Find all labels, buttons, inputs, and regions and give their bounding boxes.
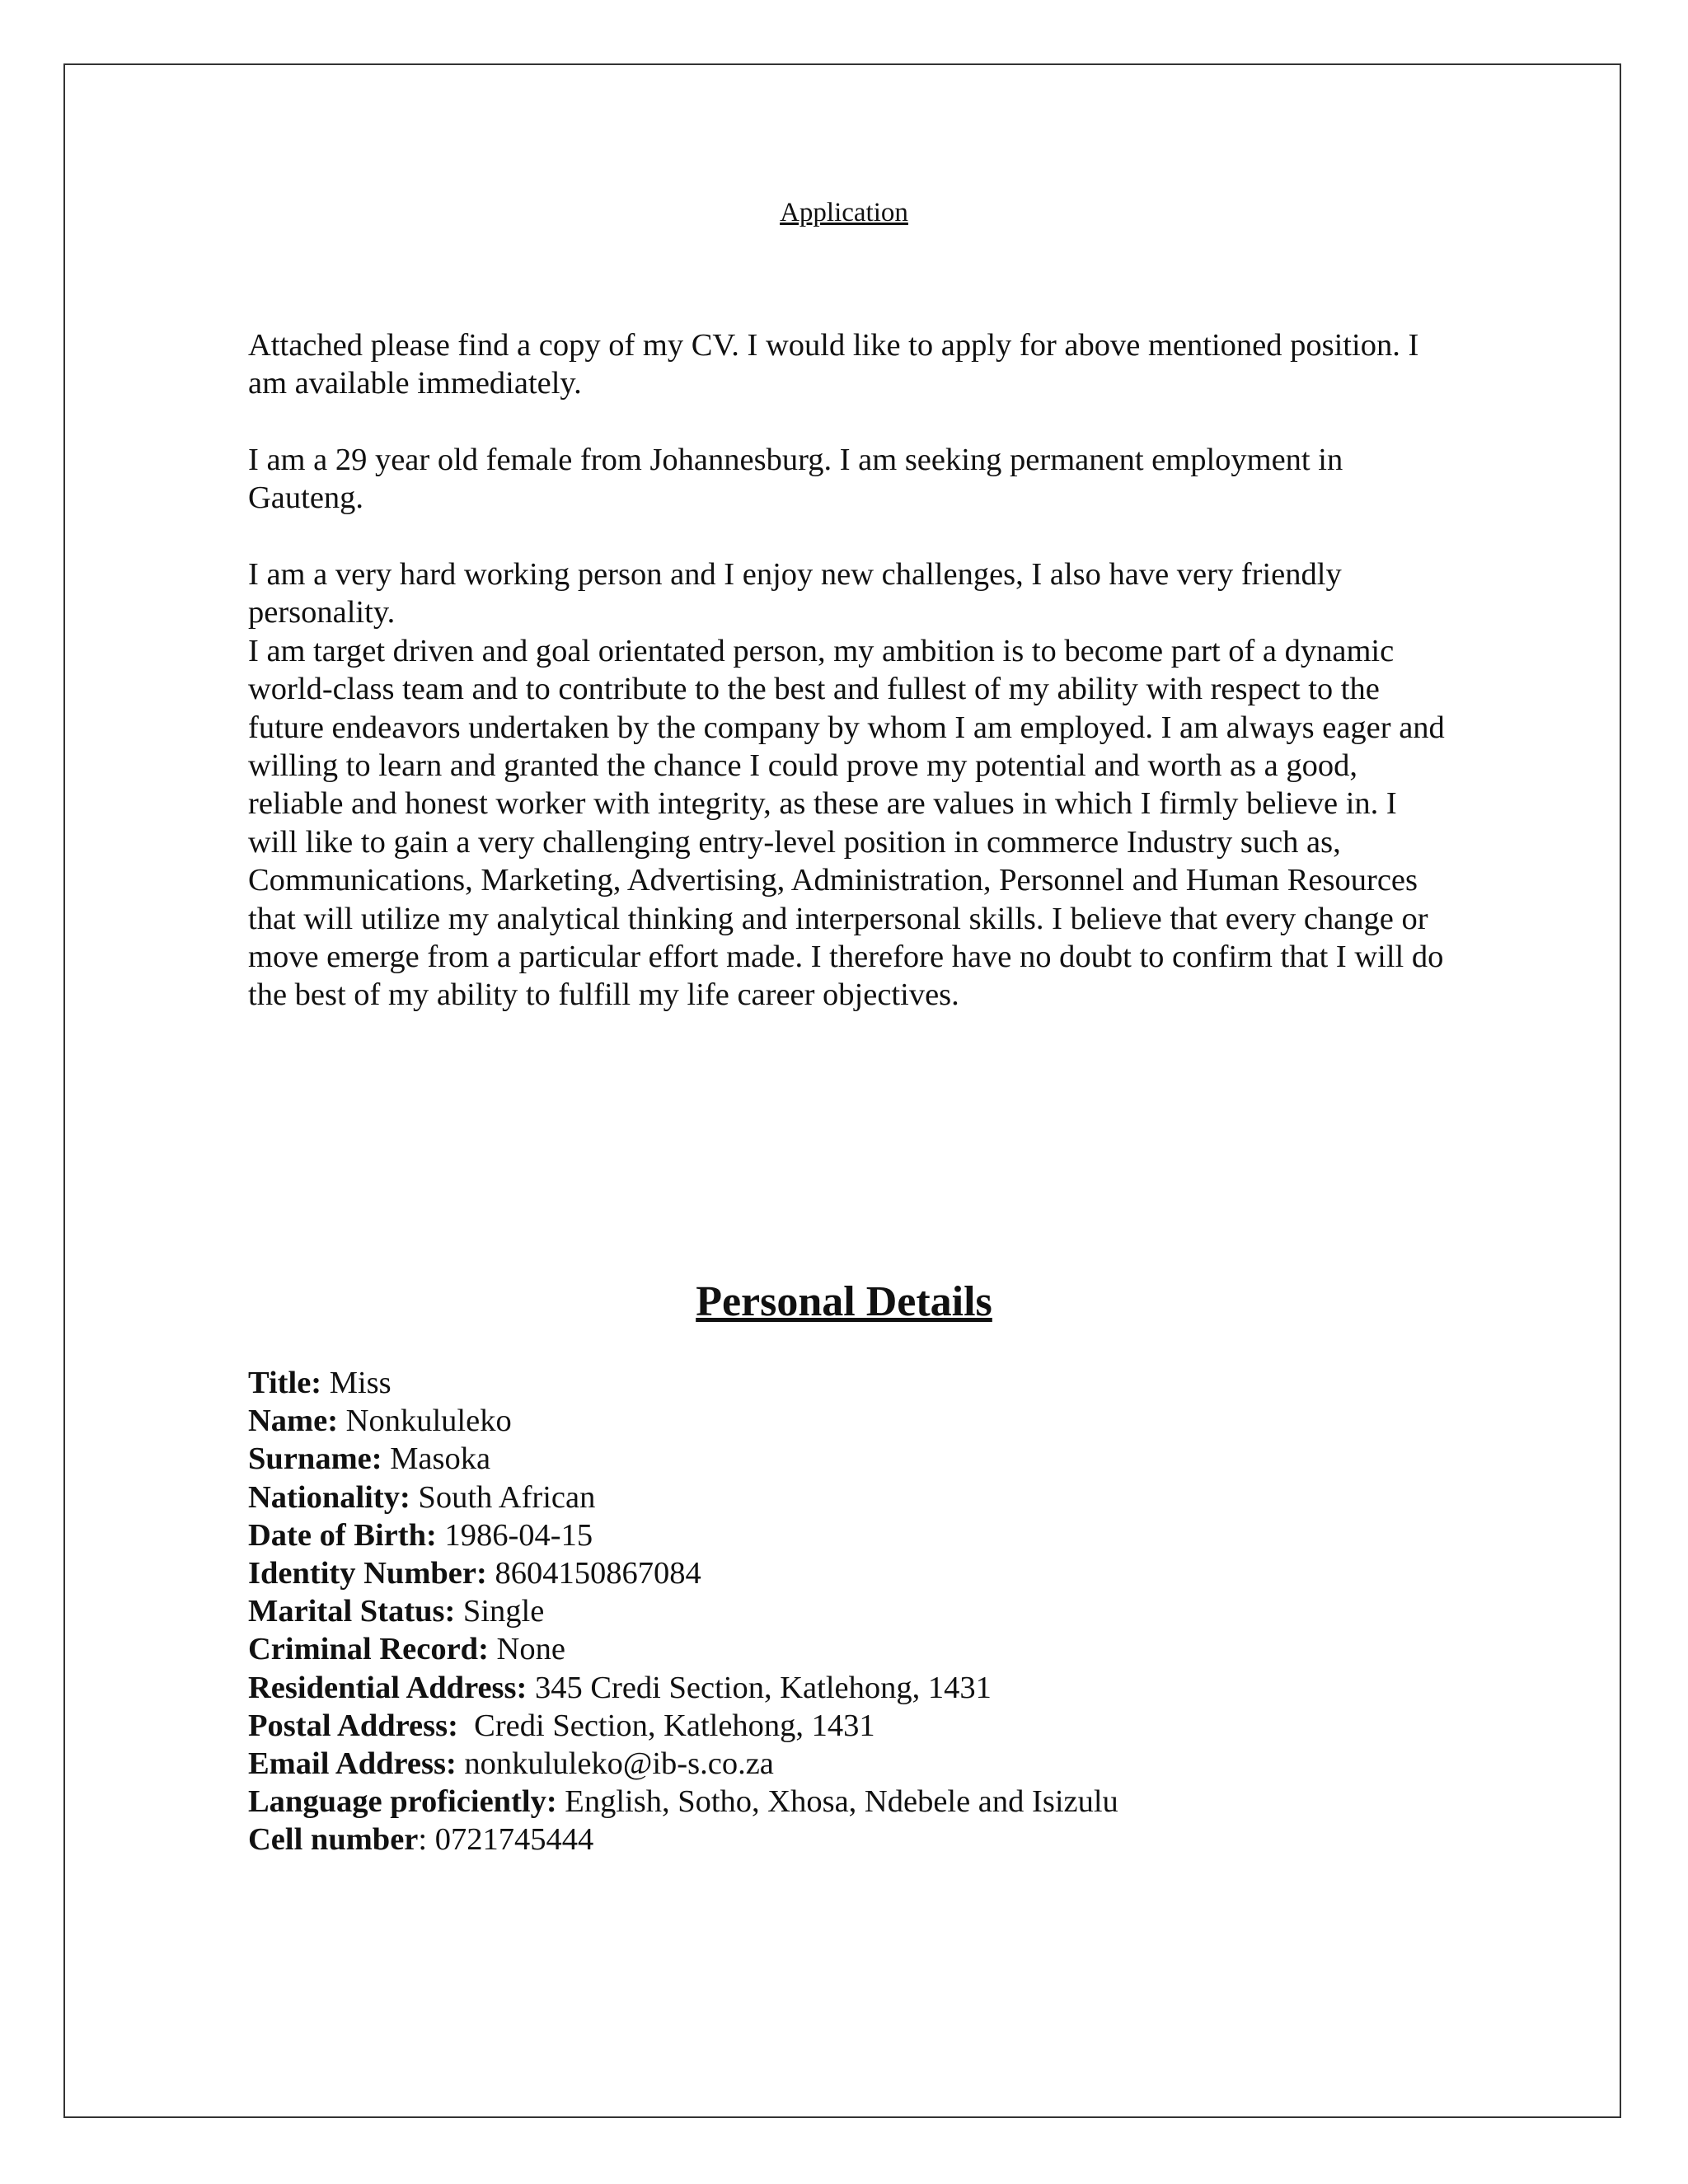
detail-value: 1986-04-15 xyxy=(436,1517,593,1553)
detail-title xyxy=(248,1364,1118,1402)
detail-label: Postal Address: xyxy=(248,1708,458,1743)
detail-date-of-birth xyxy=(248,1516,1118,1554)
detail-email-address xyxy=(248,1745,1118,1783)
detail-nationality xyxy=(248,1479,1118,1516)
detail-identity-number xyxy=(248,1554,1118,1592)
detail-value: English, Sotho, Xhosa, Ndebele and Isizulu xyxy=(556,1784,1118,1820)
detail-cell-number xyxy=(248,1821,1118,1858)
detail-label: Email Address: xyxy=(248,1746,457,1782)
detail-value: Nonkululeko xyxy=(338,1404,512,1439)
detail-value: 345 Credi Section, Katlehong, 1431 xyxy=(527,1670,992,1705)
detail-marital-status xyxy=(248,1592,1118,1630)
application-paragraph-availability: Attached please find a copy of my CV. I would like to apply for above mentioned position. I am available immediately. xyxy=(248,328,1419,401)
detail-label: Surname: xyxy=(248,1441,382,1477)
detail-value: Miss xyxy=(321,1366,392,1400)
detail-value: Single xyxy=(455,1594,545,1629)
detail-value: None xyxy=(488,1632,565,1667)
detail-value: Credi Section, Katlehong, 1431 xyxy=(457,1708,875,1743)
detail-name xyxy=(248,1402,1118,1440)
detail-postal-address xyxy=(248,1707,1118,1745)
detail-label: Criminal Record: xyxy=(248,1632,489,1667)
detail-value: South African xyxy=(410,1479,596,1515)
detail-label: Name: xyxy=(248,1404,339,1439)
detail-residential-address xyxy=(248,1669,1118,1707)
detail-label: Identity Number: xyxy=(248,1556,487,1591)
detail-label: Title: xyxy=(248,1366,322,1400)
application-title: Application xyxy=(780,198,908,227)
detail-criminal-record xyxy=(248,1630,1118,1668)
detail-value: : 0721745444 xyxy=(418,1822,594,1858)
detail-value: 8604150867084 xyxy=(486,1556,701,1591)
detail-value: nonkululeko@ib-s.co.za xyxy=(456,1746,774,1782)
detail-value: Masoka xyxy=(382,1441,491,1477)
detail-surname xyxy=(248,1440,1118,1478)
personal-details-list xyxy=(248,1364,1118,1859)
detail-label: Nationality: xyxy=(248,1479,410,1515)
detail-label: Residential Address: xyxy=(248,1670,528,1705)
personal-details-heading: Personal Details xyxy=(696,1278,992,1325)
detail-language-proficiency xyxy=(248,1783,1118,1821)
application-paragraph-objectives: I am a very hard working person and I enjoy new challenges, I also have very friendly personality. I am target driven and goal orientated person, my ambition is to become part of a dynamic world-class team and to contribute to the best and fullest of my ability with respect to the future endeavors undertaken by the company by whom I am employed. I am always eager and willing to learn and granted the chance I could prove my potential and worth as a good, reliable and honest worker with integrity, as these are values in which I firmly believe in. I will like to gain a very challenging entry-level position in commerce Industry such as, Communications, Marketing, Advertising, Administration, Personnel and Human Resources that will utilize my analytical thinking and interpersonal skills. I believe that every change or move emerge from a particular effort made. I therefore have no doubt to confirm that I will do the best of my ability to fulfill my life career objectives. xyxy=(248,557,1445,1013)
detail-label: Language proficiently: xyxy=(248,1784,557,1820)
detail-label: Date of Birth: xyxy=(248,1517,437,1553)
detail-label: Cell number xyxy=(248,1822,419,1858)
detail-label: Marital Status: xyxy=(248,1594,456,1629)
application-paragraph-background: I am a 29 year old female from Johannesburg. I am seeking permanent employment in Gauteng. xyxy=(248,443,1343,516)
